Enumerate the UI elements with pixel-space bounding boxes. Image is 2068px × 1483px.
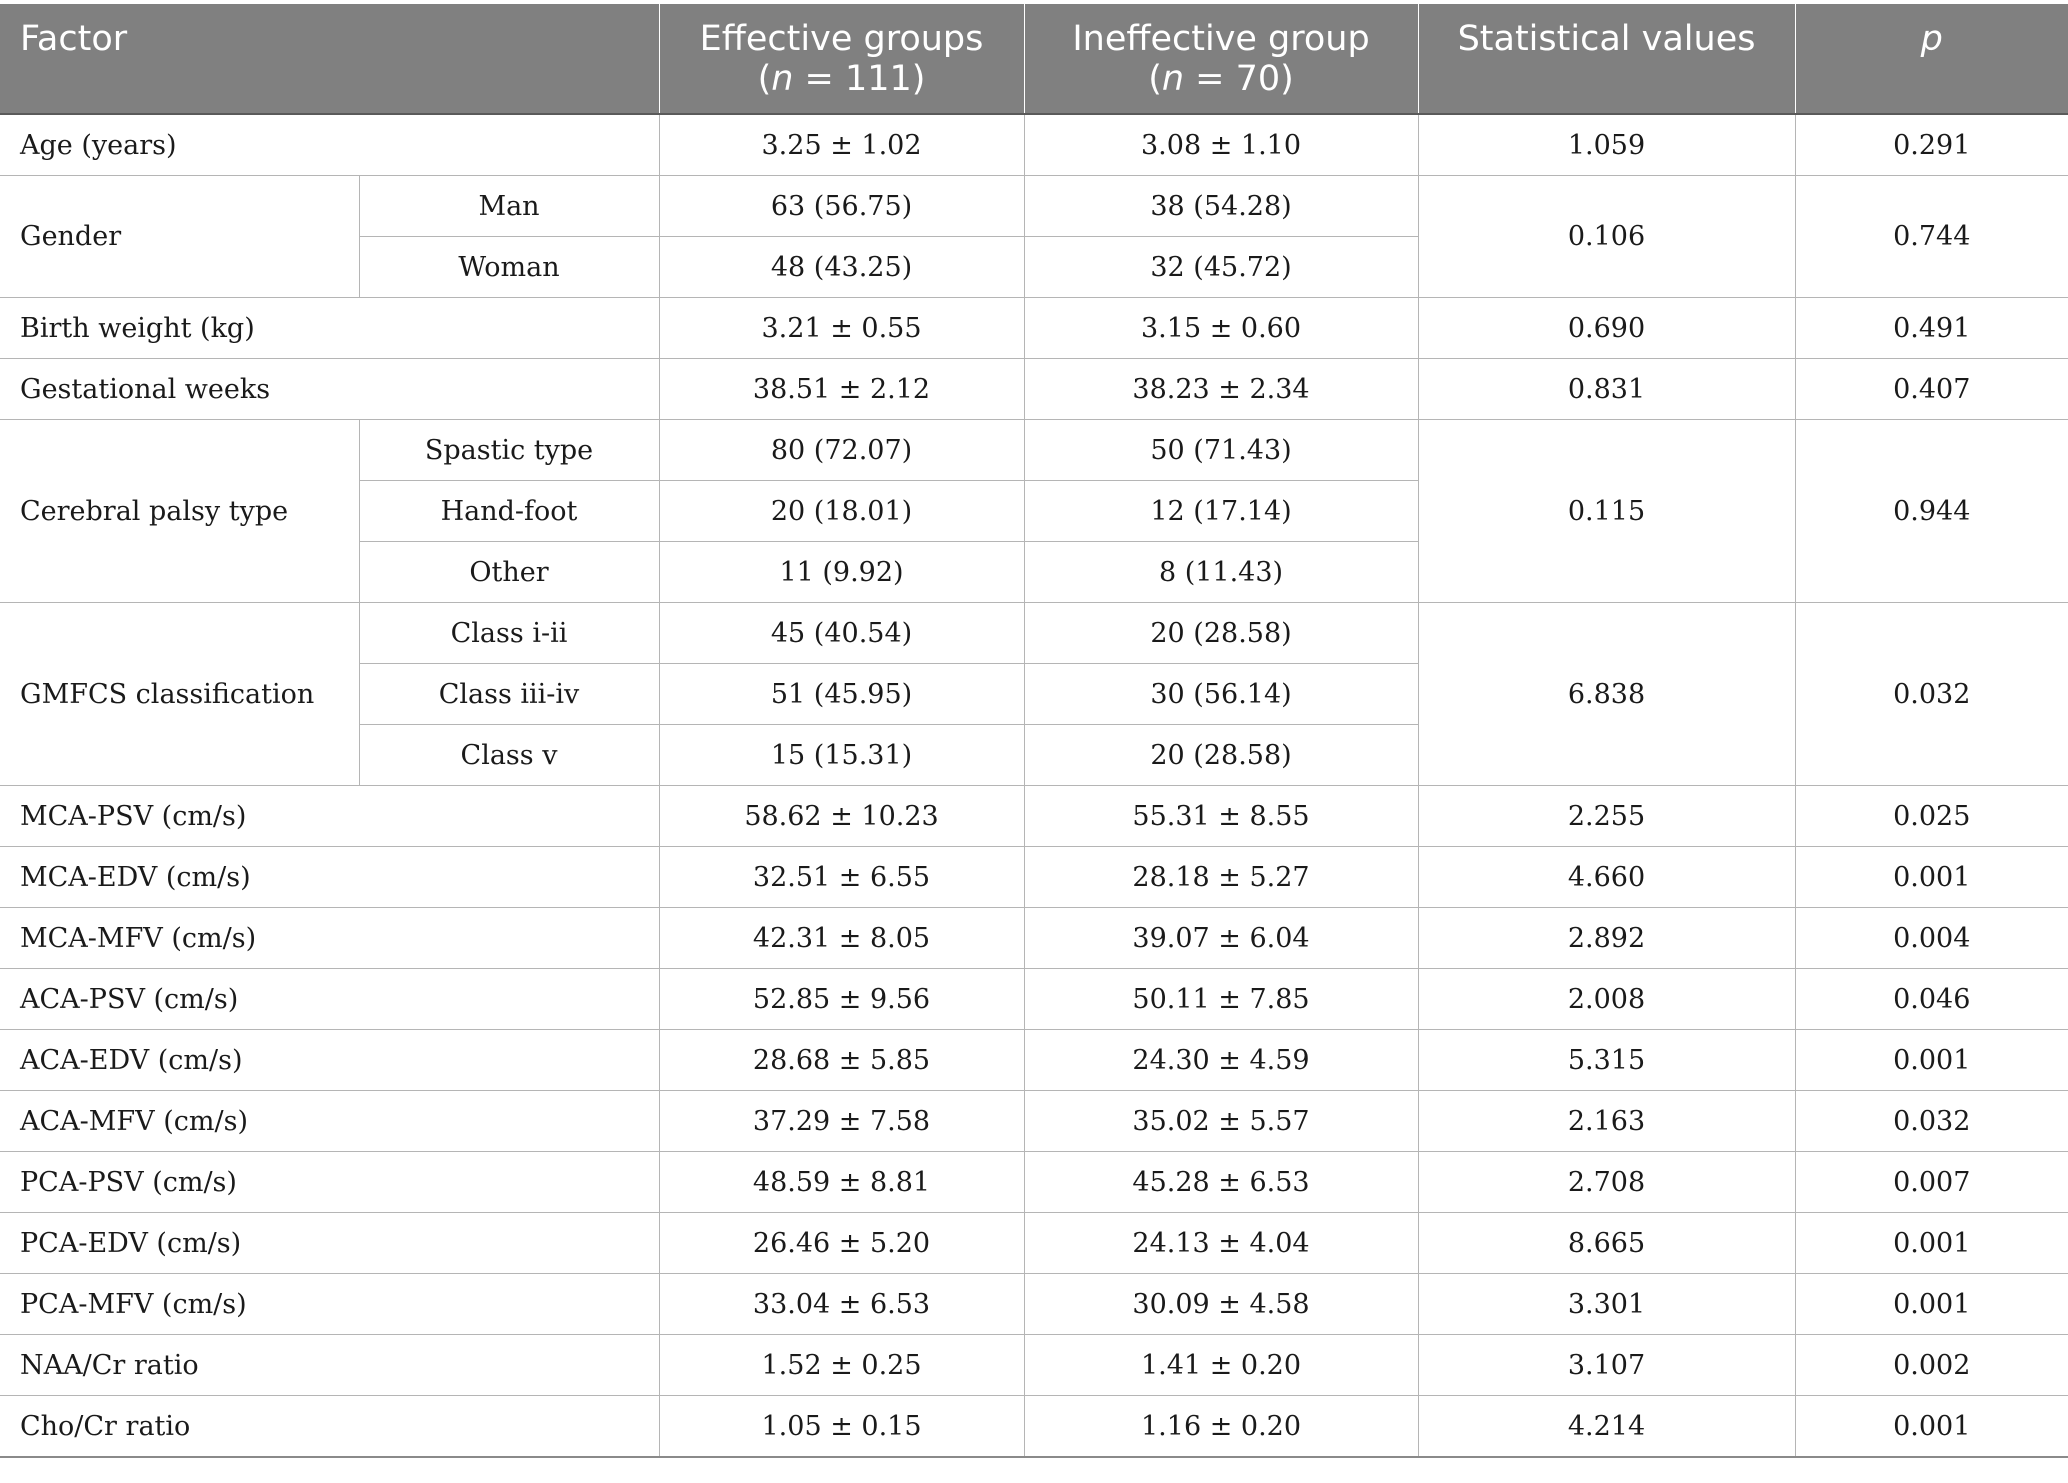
p-cell: 0.032 <box>1795 1091 2068 1152</box>
ineffective-cell: 39.07 ± 6.04 <box>1024 908 1418 969</box>
table-header <box>0 4 2068 114</box>
effective-cell: 80 (72.07) <box>659 420 1024 481</box>
table-row <box>0 603 2068 664</box>
stat-cell: 0.106 <box>1418 176 1795 298</box>
factor-cell: PCA-EDV (cm/s) <box>0 1213 659 1274</box>
factor-cell: Gender <box>0 176 359 298</box>
table-row <box>0 1030 2068 1091</box>
factor-cell: NAA/Cr ratio <box>0 1335 659 1396</box>
table-body <box>0 114 2068 1457</box>
ineffective-cell: 30.09 ± 4.58 <box>1024 1274 1418 1335</box>
stat-cell: 2.163 <box>1418 1091 1795 1152</box>
effective-cell: 32.51 ± 6.55 <box>659 847 1024 908</box>
header-statistical <box>1418 4 1795 114</box>
p-cell: 0.046 <box>1795 969 2068 1030</box>
ineffective-cell: 24.13 ± 4.04 <box>1024 1213 1418 1274</box>
subfactor-cell: Class i-ii <box>359 603 659 664</box>
p-cell: 0.001 <box>1795 1213 2068 1274</box>
table-row <box>0 1274 2068 1335</box>
ineffective-cell: 24.30 ± 4.59 <box>1024 1030 1418 1091</box>
header-effective-open-paren: ( <box>757 59 772 99</box>
stat-cell: 5.315 <box>1418 1030 1795 1091</box>
subfactor-cell: Class iii-iv <box>359 664 659 725</box>
effective-cell: 15 (15.31) <box>659 725 1024 786</box>
table-row <box>0 1091 2068 1152</box>
stat-cell: 2.008 <box>1418 969 1795 1030</box>
effective-cell: 20 (18.01) <box>659 481 1024 542</box>
subfactor-cell: Hand-foot <box>359 481 659 542</box>
header-ineffective-line2: = 70) <box>1184 59 1294 99</box>
factor-cell: Gestational weeks <box>0 359 659 420</box>
header-ineffective <box>1024 4 1418 114</box>
table-row <box>0 359 2068 420</box>
ineffective-cell: 28.18 ± 5.27 <box>1024 847 1418 908</box>
ineffective-cell: 20 (28.58) <box>1024 725 1418 786</box>
effective-cell: 26.46 ± 5.20 <box>659 1213 1024 1274</box>
factor-cell: ACA-MFV (cm/s) <box>0 1091 659 1152</box>
ineffective-cell: 35.02 ± 5.57 <box>1024 1091 1418 1152</box>
table-row <box>0 908 2068 969</box>
stat-cell: 3.107 <box>1418 1335 1795 1396</box>
factor-cell: Cho/Cr ratio <box>0 1396 659 1458</box>
stat-cell: 4.214 <box>1418 1396 1795 1458</box>
results-table <box>0 4 2068 1458</box>
ineffective-cell: 1.16 ± 0.20 <box>1024 1396 1418 1458</box>
p-cell: 0.002 <box>1795 1335 2068 1396</box>
subfactor-cell: Other <box>359 542 659 603</box>
header-ineffective-n: n <box>1161 59 1185 99</box>
table-row <box>0 420 2068 481</box>
ineffective-cell: 38.23 ± 2.34 <box>1024 359 1418 420</box>
header-statistical-label: Statistical values <box>1457 19 1756 59</box>
stat-cell: 3.301 <box>1418 1274 1795 1335</box>
table-row <box>0 847 2068 908</box>
table-row <box>0 114 2068 176</box>
header-p <box>1795 4 2068 114</box>
factor-cell: MCA-EDV (cm/s) <box>0 847 659 908</box>
stat-cell: 0.831 <box>1418 359 1795 420</box>
factor-cell: ACA-EDV (cm/s) <box>0 1030 659 1091</box>
effective-cell: 63 (56.75) <box>659 176 1024 237</box>
table-row <box>0 1213 2068 1274</box>
factor-cell: GMFCS classification <box>0 603 359 786</box>
ineffective-cell: 32 (45.72) <box>1024 237 1418 298</box>
p-cell: 0.025 <box>1795 786 2068 847</box>
p-cell: 0.001 <box>1795 1396 2068 1458</box>
factor-cell: PCA-MFV (cm/s) <box>0 1274 659 1335</box>
effective-cell: 58.62 ± 10.23 <box>659 786 1024 847</box>
effective-cell: 1.52 ± 0.25 <box>659 1335 1024 1396</box>
ineffective-cell: 45.28 ± 6.53 <box>1024 1152 1418 1213</box>
ineffective-cell: 3.15 ± 0.60 <box>1024 298 1418 359</box>
p-cell: 0.744 <box>1795 176 2068 298</box>
effective-cell: 37.29 ± 7.58 <box>659 1091 1024 1152</box>
p-cell: 0.001 <box>1795 1030 2068 1091</box>
ineffective-cell: 55.31 ± 8.55 <box>1024 786 1418 847</box>
p-cell: 0.001 <box>1795 847 2068 908</box>
header-effective-n: n <box>771 59 794 99</box>
effective-cell: 42.31 ± 8.05 <box>659 908 1024 969</box>
stat-cell: 0.690 <box>1418 298 1795 359</box>
p-cell: 0.032 <box>1795 603 2068 786</box>
effective-cell: 11 (9.92) <box>659 542 1024 603</box>
p-cell: 0.007 <box>1795 1152 2068 1213</box>
stat-cell: 2.708 <box>1418 1152 1795 1213</box>
p-cell: 0.944 <box>1795 420 2068 603</box>
factor-cell: Age (years) <box>0 114 659 176</box>
ineffective-cell: 3.08 ± 1.10 <box>1024 114 1418 176</box>
effective-cell: 3.21 ± 0.55 <box>659 298 1024 359</box>
header-effective-line2: = 111) <box>793 59 926 99</box>
header-factor-label: Factor <box>20 19 128 59</box>
factor-cell: Cerebral palsy type <box>0 420 359 603</box>
factor-cell: PCA-PSV (cm/s) <box>0 1152 659 1213</box>
subfactor-cell: Class v <box>359 725 659 786</box>
factor-cell: MCA-PSV (cm/s) <box>0 786 659 847</box>
factor-cell: Birth weight (kg) <box>0 298 659 359</box>
header-row <box>0 4 2068 114</box>
table-row <box>0 1335 2068 1396</box>
table-row <box>0 176 2068 237</box>
effective-cell: 3.25 ± 1.02 <box>659 114 1024 176</box>
p-cell: 0.001 <box>1795 1274 2068 1335</box>
subfactor-cell: Man <box>359 176 659 237</box>
ineffective-cell: 8 (11.43) <box>1024 542 1418 603</box>
header-p-label: p <box>1920 19 1943 59</box>
subfactor-cell: Woman <box>359 237 659 298</box>
p-cell: 0.407 <box>1795 359 2068 420</box>
effective-cell: 52.85 ± 9.56 <box>659 969 1024 1030</box>
effective-cell: 1.05 ± 0.15 <box>659 1396 1024 1458</box>
stat-cell: 6.838 <box>1418 603 1795 786</box>
stat-cell: 4.660 <box>1418 847 1795 908</box>
header-ineffective-line1: Ineffective group <box>1072 19 1370 59</box>
ineffective-cell: 12 (17.14) <box>1024 481 1418 542</box>
ineffective-cell: 50 (71.43) <box>1024 420 1418 481</box>
effective-cell: 38.51 ± 2.12 <box>659 359 1024 420</box>
factor-cell: ACA-PSV (cm/s) <box>0 969 659 1030</box>
table-row <box>0 298 2068 359</box>
effective-cell: 51 (45.95) <box>659 664 1024 725</box>
p-cell: 0.491 <box>1795 298 2068 359</box>
effective-cell: 28.68 ± 5.85 <box>659 1030 1024 1091</box>
stat-cell: 8.665 <box>1418 1213 1795 1274</box>
header-effective-line1: Effective groups <box>699 19 984 59</box>
stat-cell: 2.255 <box>1418 786 1795 847</box>
header-ineffective-open-paren: ( <box>1148 59 1162 99</box>
header-effective <box>659 4 1024 114</box>
stat-cell: 2.892 <box>1418 908 1795 969</box>
subfactor-cell: Spastic type <box>359 420 659 481</box>
effective-cell: 48 (43.25) <box>659 237 1024 298</box>
stat-cell: 1.059 <box>1418 114 1795 176</box>
ineffective-cell: 38 (54.28) <box>1024 176 1418 237</box>
table-row <box>0 1152 2068 1213</box>
table-row <box>0 969 2068 1030</box>
effective-cell: 48.59 ± 8.81 <box>659 1152 1024 1213</box>
table-row <box>0 1396 2068 1458</box>
ineffective-cell: 50.11 ± 7.85 <box>1024 969 1418 1030</box>
effective-cell: 45 (40.54) <box>659 603 1024 664</box>
ineffective-cell: 1.41 ± 0.20 <box>1024 1335 1418 1396</box>
effective-cell: 33.04 ± 6.53 <box>659 1274 1024 1335</box>
p-cell: 0.291 <box>1795 114 2068 176</box>
table-row <box>0 786 2068 847</box>
factor-cell: MCA-MFV (cm/s) <box>0 908 659 969</box>
ineffective-cell: 20 (28.58) <box>1024 603 1418 664</box>
stat-cell: 0.115 <box>1418 420 1795 603</box>
header-factor <box>0 4 659 114</box>
ineffective-cell: 30 (56.14) <box>1024 664 1418 725</box>
p-cell: 0.004 <box>1795 908 2068 969</box>
